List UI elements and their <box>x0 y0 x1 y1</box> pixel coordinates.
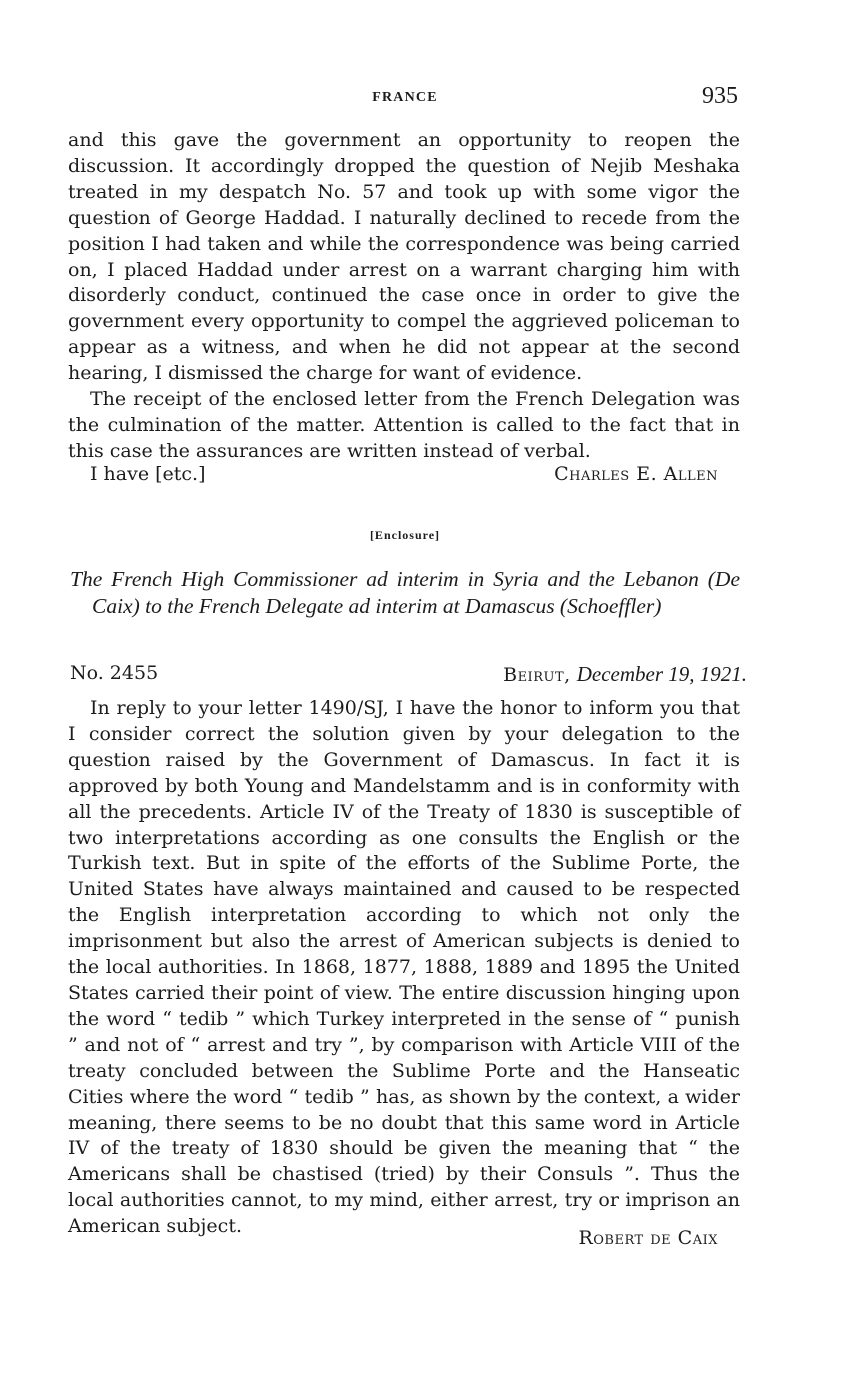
signature-de-caix: Robert de Caix <box>578 1227 718 1249</box>
enclosure-body <box>68 696 740 1240</box>
date: December 19, 1921. <box>576 662 747 686</box>
page-number: 935 <box>702 83 738 109</box>
letter-body <box>68 128 740 465</box>
letter-signature-row <box>90 463 718 489</box>
place-and-date <box>503 662 747 687</box>
signature-allen: Charles E. Allen <box>554 463 718 485</box>
running-title: FRANCE <box>372 90 438 105</box>
closing-phrase: I have [etc.] <box>90 463 206 485</box>
enclosure-paragraph: In reply to your letter 1490/SJ, I have the honor to inform you that I consider correct the solution given by your delegation to the question raised by the Government of Damascus. In fact it is approved by both Young and Mandelstamm and is in conformity with all the precedents. Article IV of the Treaty of 1830 is susceptible of two interpretations according as one consults the English or the Turkish text. But in spite of the efforts of the Sublime Porte, the United States have always maintained and caused to be respected the English interpretation according to which not only the imprisonment but also the arrest of American subjects is denied to the local authorities. In 1868, 1877, 1888, 1889 and 1895 the United States carried their point of view. The entire discussion hinging upon the word “ tedib ” which Turkey interpreted in the sense of “ punish ” and not of “ arrest and try ”, by comparison with Article VIII of the treaty concluded between the Sublime Porte and the Hanseatic Cities where the word “ tedib ” has, as shown by the context, a wider meaning, there seems to be no doubt that this same word in Article IV of the treaty of 1830 should be given the meaning that “ the Americans shall be chastised (tried) by their Consuls ”. Thus the local authorities cannot, to my mind, either arrest, try or imprison an American subject. <box>68 697 740 1238</box>
enclosure-label: [Enclosure] <box>369 528 441 542</box>
letter-paragraph-1: and this gave the government an opportunity to reopen the discussion. It accordingly dropped the question of Nejib Meshaka treated in my despatch No. 57 and took up with some vigor the question of George Haddad. I naturally declined to recede from the position I had taken and while the correspondence was being carried on, I placed Haddad under arrest on a warrant charging him with disorderly conduct, continued the case once in order to give the government every opportunity to compel the aggrieved policeman to appear as a witness, and when he did not appear at the second hearing, I dismissed the charge for want of evidence. <box>68 129 740 385</box>
place: Beirut, <box>503 664 571 686</box>
enclosure-signature-row <box>90 1227 718 1253</box>
document-number: No. 2455 <box>70 662 159 684</box>
running-head <box>0 83 850 110</box>
letter-paragraph-2: The receipt of the enclosed letter from the French Delegation was the culmination of the matter. Attention is called to the fact that in this case the assurances are written instead of verbal. <box>68 388 740 462</box>
enclosure-heading: The French High Commissioner ad interim in Syria and the Lebanon (De Caix) to the French Delegate ad interim at Damascus (Schoeffler) <box>70 567 740 618</box>
dateline <box>70 662 747 690</box>
